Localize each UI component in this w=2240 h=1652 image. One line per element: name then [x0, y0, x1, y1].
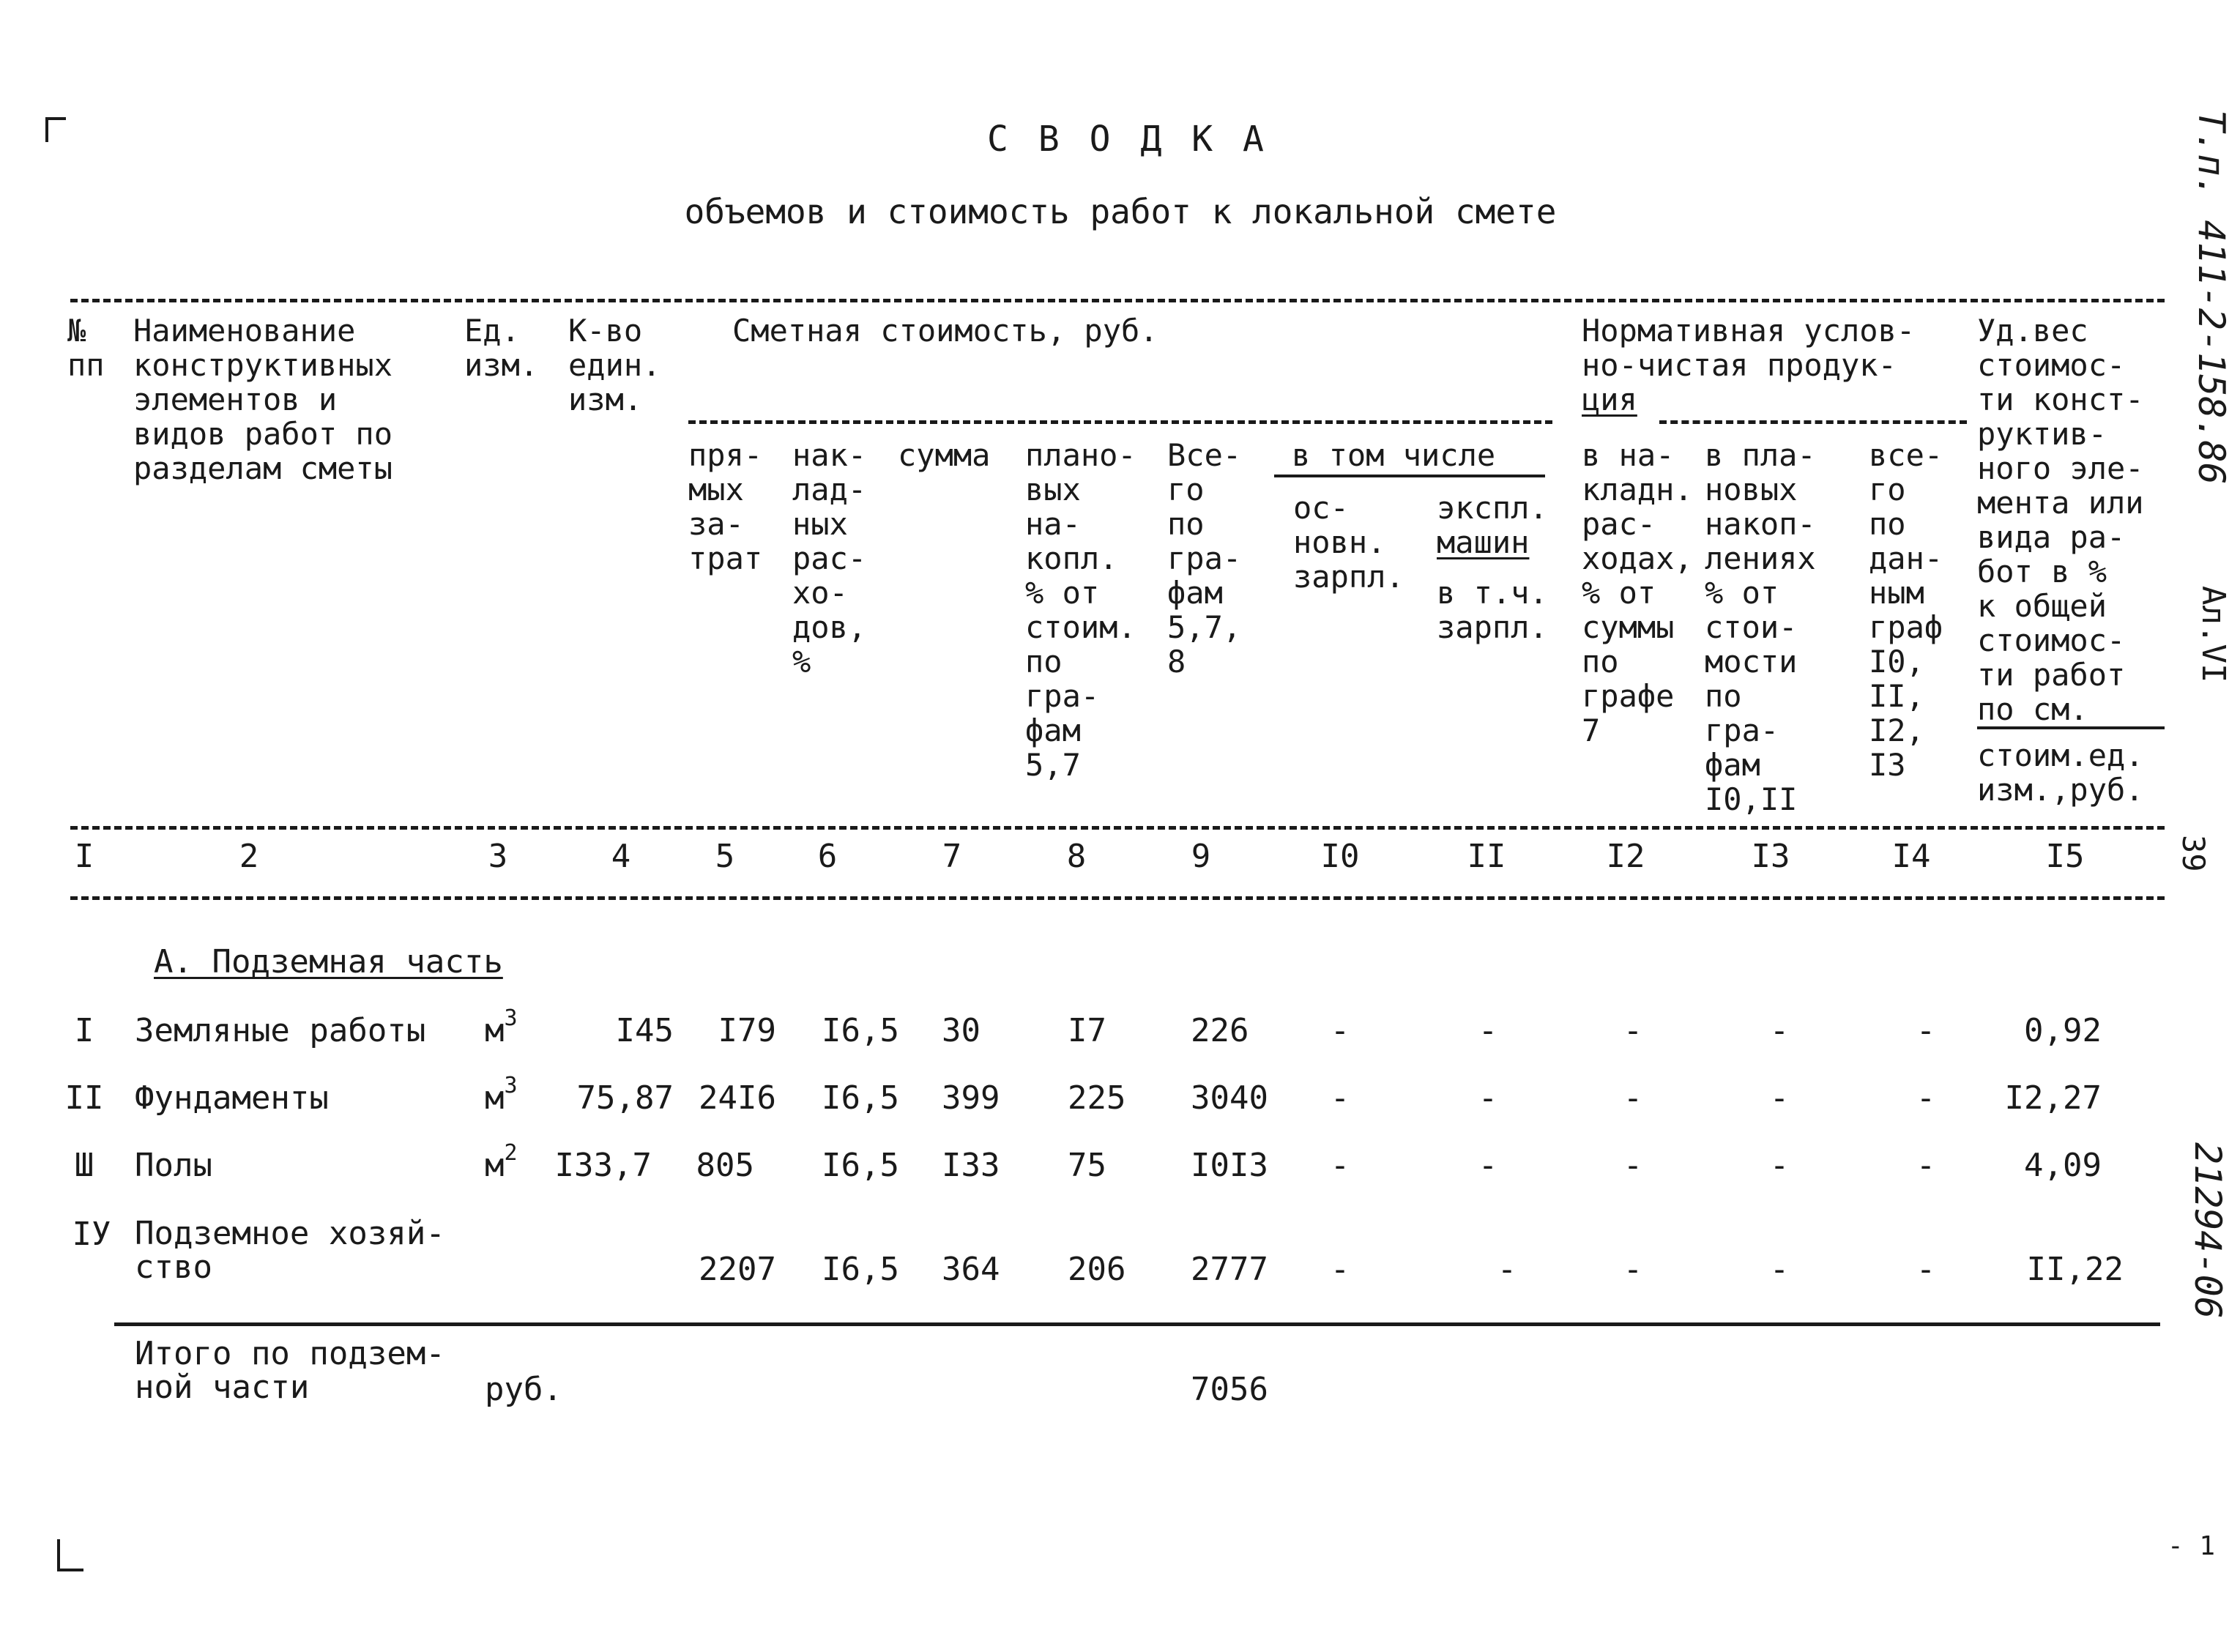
header-num: № пп [67, 313, 105, 383]
header-col11-top: экспл. [1437, 490, 1548, 526]
row-c8: 75 [1068, 1147, 1106, 1184]
row-qty: 75,87 [576, 1079, 674, 1117]
col-number: I2 [1606, 838, 1645, 875]
total-unit: руб. [485, 1371, 562, 1408]
side-code: Т.п. 411-2-158.86 [2190, 110, 2233, 485]
col-number: 2 [239, 838, 259, 875]
row-c5: I79 [718, 1012, 776, 1049]
row-c6: I6,5 [822, 1012, 899, 1049]
row-unit: $м^3$ [485, 1073, 518, 1117]
row-unit: $м^3$ [485, 1005, 518, 1049]
album-label: Ал.VI [2195, 586, 2232, 683]
row-c14: - [1916, 1147, 1936, 1184]
corner-mark-bottom-left [57, 1539, 83, 1571]
column-number-rule [70, 896, 2165, 900]
header-v-tom-chisle: в том числе [1292, 437, 1496, 473]
header-col12: в на- кладн. рас- ходах, % от суммы по графе 7 [1582, 437, 1693, 748]
row-c9: 3040 [1191, 1079, 1268, 1117]
row-c8: 225 [1068, 1079, 1126, 1117]
section-title: А. Подземная часть [154, 943, 503, 981]
header-col7: сумма [898, 437, 991, 473]
row-c8: 206 [1068, 1251, 1126, 1288]
row-c10: - [1330, 1147, 1350, 1184]
col-number: II [1467, 838, 1506, 875]
row-c11: - [1478, 1012, 1498, 1049]
row-num: IУ [72, 1216, 111, 1253]
row-c15: 0,92 [2024, 1012, 2102, 1049]
row-c6: I6,5 [822, 1079, 899, 1117]
row-c10: - [1330, 1079, 1350, 1117]
header-norm-group-last: ция [1582, 382, 1637, 417]
row-num: I [74, 1012, 94, 1049]
header-name: Наименование конструктивных элементов и видов работ по разделам сметы [133, 313, 393, 486]
col-number: I [74, 838, 94, 875]
row-c13: - [1769, 1079, 1790, 1117]
header-col5: пря- мых за- трат [688, 437, 763, 576]
header-col8: плано- вых на- копл. % от стоим. по гра- фам 5,7 [1025, 437, 1136, 783]
row-c10: - [1330, 1012, 1350, 1049]
row-c12: - [1623, 1012, 1643, 1049]
smeta-group-rule [688, 420, 1552, 424]
row-c13: - [1769, 1012, 1790, 1049]
header-col6: нак- лад- ных рас- хо- дов, % [792, 437, 867, 680]
row-c13: - [1769, 1251, 1790, 1288]
row-c10: - [1330, 1251, 1350, 1288]
row-qty: I33,7 [554, 1147, 652, 1184]
row-c14: - [1916, 1012, 1936, 1049]
row-c5: 2207 [699, 1251, 776, 1288]
col-number: 3 [488, 838, 508, 875]
header-quantity: К-во един. изм. [568, 313, 661, 417]
row-c8: I7 [1068, 1012, 1106, 1049]
row-qty: I45 [615, 1012, 674, 1049]
page-subtitle: объемов и стоимость работ к локальной смете [684, 192, 1557, 231]
row-name: Фундаменты [135, 1079, 329, 1117]
row-c5: 24I6 [699, 1079, 776, 1117]
header-col9: Все- го по гра- фам 5,7, 8 [1167, 437, 1242, 680]
row-c11: - [1478, 1079, 1498, 1117]
row-c7: I33 [942, 1147, 1000, 1184]
row-num: II [64, 1079, 104, 1117]
row-c9: 2777 [1191, 1251, 1268, 1288]
header-smeta-group: Сметная стоимость, руб. [732, 313, 1158, 349]
row-c7: 399 [942, 1079, 1000, 1117]
total-rule [114, 1322, 1279, 1326]
row-name: Земляные работы [135, 1012, 426, 1049]
page-number: 39 [2176, 835, 2211, 872]
row-c13: - [1769, 1147, 1790, 1184]
row-c12: - [1623, 1251, 1643, 1288]
col-number: 6 [817, 838, 838, 875]
col-number: I0 [1320, 838, 1360, 875]
row-num: Ш [74, 1147, 94, 1184]
header-col14: все- го по дан- ным граф I0, II, I2, I3 [1869, 437, 1943, 783]
row-unit: $м^2$ [485, 1140, 518, 1184]
header-col13: в пла- новых накоп- лениях % от стои- мости по гра- фам I0,II [1705, 437, 1816, 817]
document-number: 21294-06 [2187, 1142, 2229, 1319]
row-c15: II,22 [2026, 1251, 2124, 1288]
row-name: Полы [135, 1147, 212, 1184]
row-c7: 30 [942, 1012, 981, 1049]
header-norm-group: Нормативная услов- но-чистая продук- [1582, 313, 1916, 383]
row-c6: I6,5 [822, 1251, 899, 1288]
row-c9: 226 [1191, 1012, 1249, 1049]
row-name: Подземное хозяй- ство [135, 1215, 445, 1286]
col-number: I3 [1751, 838, 1790, 875]
row-c12: - [1623, 1079, 1643, 1117]
row-c5: 805 [696, 1147, 754, 1184]
row-c9: I0I3 [1191, 1147, 1268, 1184]
header-top-rule [70, 299, 2165, 302]
row-c14: - [1916, 1251, 1936, 1288]
col-number: I5 [2045, 838, 2085, 875]
row-c15: 4,09 [2024, 1147, 2102, 1184]
header-unit: Ед. изм. [464, 313, 539, 383]
row-c15: I2,27 [2004, 1079, 2102, 1117]
total-rule-right [1274, 1322, 2160, 1326]
total-label: Итого по подзем- ной части [135, 1335, 445, 1406]
norm-group-rule [1659, 420, 1967, 424]
total-value: 7056 [1191, 1371, 1268, 1408]
col-number: 9 [1191, 838, 1211, 875]
row-c7: 364 [942, 1251, 1000, 1288]
row-c6: I6,5 [822, 1147, 899, 1184]
header-col11-bot: в т.ч. зарпл. [1437, 575, 1548, 645]
header-col15-top: Уд.вес стоимос- ти конст- руктив- ного эле- мента или вида ра- бот в % к общей стоимос- ти работ [1977, 313, 2144, 693]
col-number: 8 [1066, 838, 1087, 875]
page-title: С В О Д К А [987, 119, 1268, 160]
col-number: 4 [611, 838, 631, 875]
row-c12: - [1623, 1147, 1643, 1184]
col-number: 7 [942, 838, 962, 875]
row-c14: - [1916, 1079, 1936, 1117]
footer-mark: - 1 [2168, 1531, 2216, 1561]
v-tom-chisle-rule [1274, 475, 1545, 477]
header-col15-bot: стоим.ед. изм.,руб. [1977, 737, 2144, 808]
header-col15-last: по см. [1977, 691, 2088, 727]
col-number: I4 [1891, 838, 1931, 875]
header-col11-mid: машин [1437, 524, 1530, 560]
corner-mark-top-left [45, 117, 66, 142]
row-c11: - [1497, 1251, 1517, 1288]
col-number: 5 [715, 838, 735, 875]
header-bottom-rule [70, 826, 2165, 830]
row-c11: - [1478, 1147, 1498, 1184]
header-col10: ос- новн. зарпл. [1293, 490, 1404, 595]
